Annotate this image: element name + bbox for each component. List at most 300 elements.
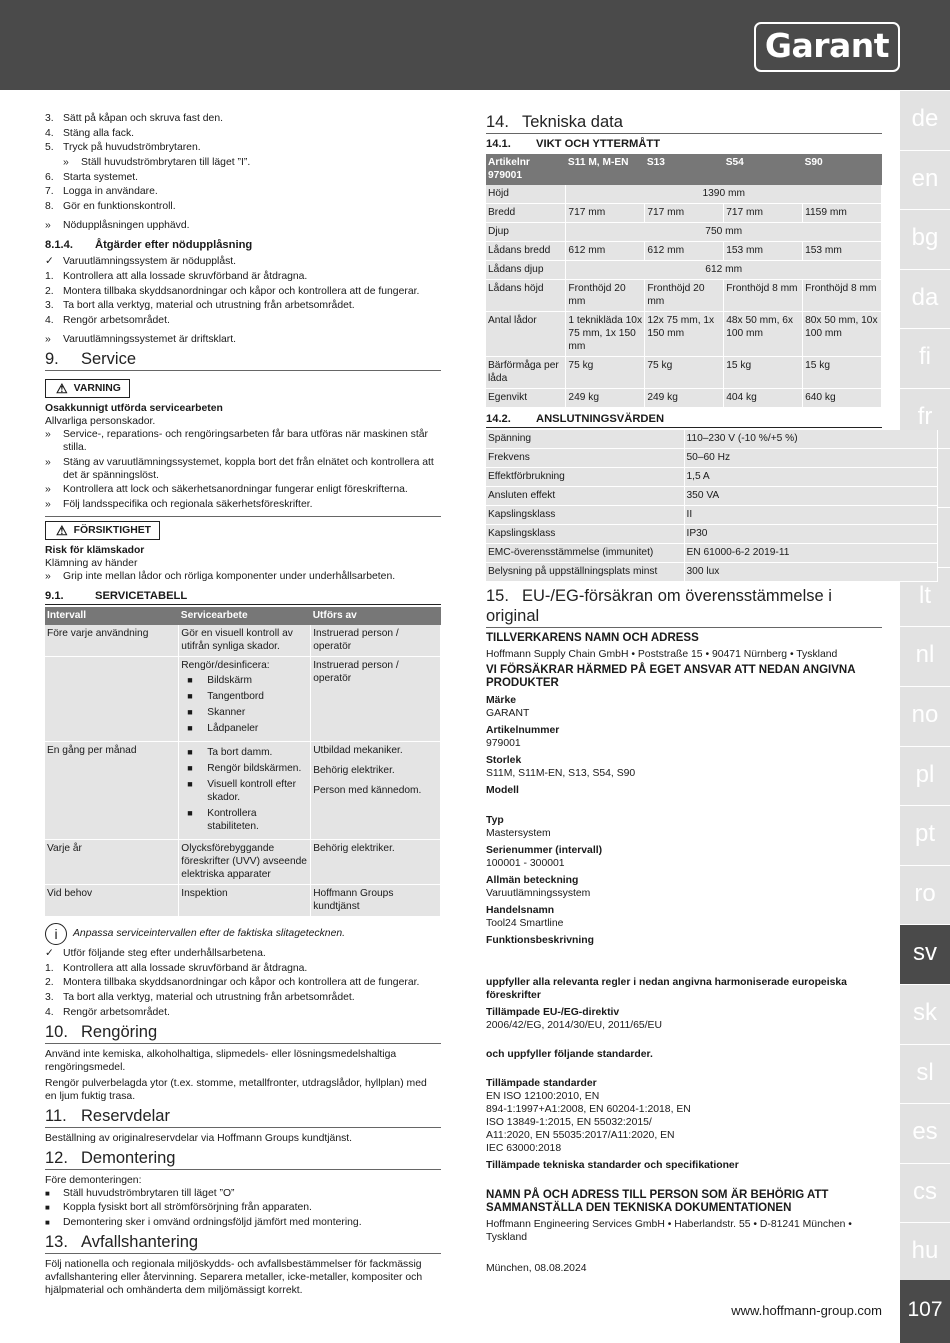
paragraph: Rengör pulverbelagda ytor (t.ex. stomme, metallfronter, utdragslådor, hyllplan) med en ljum fuktig trasa.	[45, 1077, 427, 1102]
cell-interval: Före varje användning	[45, 625, 179, 657]
table-row	[486, 242, 882, 261]
left-column	[45, 112, 441, 1297]
list-item	[45, 976, 441, 989]
detail-value: Tool24 Smartline	[486, 918, 564, 929]
list-text: Följ landsspecifika och regionala säkerhetsföreskrifter.	[63, 498, 313, 510]
heading-10: 10. Rengöring	[45, 1022, 441, 1044]
bullet-square-icon: ■	[187, 674, 193, 685]
list-marker: 3.	[45, 300, 54, 312]
row-label: EMC-överensstämmelse (immunitet)	[486, 544, 684, 563]
list-marker: 3.	[45, 113, 54, 124]
standard-line: ISO 13849-1:2015, EN 55032:2015/	[486, 1117, 652, 1128]
row-label: Egenvikt	[486, 389, 566, 408]
bullet-text: Tangentbord	[207, 690, 264, 702]
list-marker: 5.	[45, 142, 54, 154]
bullet-item	[181, 706, 308, 719]
cell-value: Fronthöjd 8 mm	[803, 280, 882, 312]
table-row	[486, 544, 938, 563]
footer-url[interactable]: www.hoffmann-group.com	[731, 1303, 882, 1318]
row-label: Frekvens	[486, 449, 684, 468]
heading-11: 11. Reservdelar	[45, 1106, 441, 1128]
task-text: Rengör/desinficera:	[181, 659, 270, 671]
tab-fi[interactable]: fi	[900, 328, 950, 388]
documentation-heading: NAMN PÅ OCH ADRESS TILL PERSON SOM ÄR BEHÖRIG ATT SAMMANSTÄLLA DEN TEKNISKA DOKUMENTATIONEN	[486, 1189, 829, 1214]
cell-value: 249 kg	[645, 389, 724, 408]
list-item	[45, 483, 441, 496]
technical-standards-label: Tillämpade tekniska standarder och specifikationer	[486, 1160, 739, 1171]
bullet-square-icon: ■	[187, 746, 193, 757]
connection-table	[486, 430, 938, 582]
performer-text: Behörig elektriker.	[313, 764, 395, 776]
caution-subtitle: Klämning av händer	[45, 557, 138, 569]
list-item	[45, 456, 441, 482]
detail-label: Typ	[486, 815, 504, 826]
cell-task	[179, 839, 311, 884]
tab-lt[interactable]: lt	[900, 567, 950, 627]
manufacturer-heading: TILLVERKARENS NAMN OCH ADRESS	[486, 632, 699, 644]
detail-label: Funktionsbeskrivning	[486, 935, 594, 946]
section-heading-8-1-4: 8.1.4. Åtgärder efter nödupplåsning	[45, 239, 253, 252]
list-text: Grip inte mellan lådor och rörliga komponenter under underhållsarbeten.	[63, 570, 396, 582]
row-label: Djup	[486, 223, 566, 242]
detail-value: S11M, S11M-EN, S13, S54, S90	[486, 768, 636, 779]
list-text: Kontrollera att alla lossade skruvförband är åtdragna.	[63, 270, 308, 282]
table-row	[486, 312, 882, 357]
row-label: Höjd	[486, 185, 566, 204]
table-header: Utförs av	[311, 607, 441, 625]
list-item	[45, 991, 441, 1004]
table-row	[486, 525, 938, 544]
conformity-text: uppfyller alla relevanta regler i nedan angivna harmoniserade europeiska föreskrifter	[486, 977, 847, 1001]
place-date: München, 08.08.2024	[486, 1263, 587, 1274]
cell-interval	[45, 656, 179, 741]
row-label: Lådans höjd	[486, 280, 566, 312]
cell-value: 612 mm	[566, 242, 645, 261]
list-marker: »	[45, 456, 51, 468]
warning-label: ⚠ VARNING	[45, 379, 130, 398]
detail-label: Artikelnummer	[486, 725, 560, 736]
list-marker: 4.	[45, 127, 54, 139]
tab-hu[interactable]: hu	[900, 1222, 950, 1282]
garant-logo: Garant	[754, 22, 900, 72]
cell-value: 1 teknikläda 10x 75 mm, 1x 150 mm	[566, 312, 645, 357]
table-row	[486, 389, 882, 408]
row-label: Bärförmåga per låda	[486, 357, 566, 389]
info-note: i Anpassa serviceintervallen efter de faktiska slitagetecknen.	[45, 923, 441, 945]
detail-value: Mastersystem	[486, 828, 551, 839]
bullet-text: Skanner	[207, 706, 246, 718]
cell-value: 1,5 A	[684, 468, 938, 487]
detail-value: 979001	[486, 738, 521, 749]
list-item	[45, 570, 441, 583]
table-header: S90	[803, 154, 882, 185]
list-text: Sätt på kåpan och skruva fast den.	[63, 113, 223, 124]
documentation-address: Hoffmann Engineering Services GmbH • Haberlandstr. 55 • D-81241 München • Tyskland	[486, 1219, 852, 1243]
list-text: Ta bort alla verktyg, material och utrustning från arbetsområdet.	[63, 992, 355, 1003]
table-row	[486, 185, 882, 204]
list-item	[45, 112, 441, 125]
list-text: Ställ huvudströmbrytaren till läget ”I”.	[81, 157, 251, 169]
heading-14: 14. Tekniska data	[486, 112, 882, 134]
standards-label: Tillämpade standarder	[486, 1078, 597, 1089]
warning-triangle-icon: ⚠	[56, 380, 68, 396]
list-text: Varuutlämningssystem är nödupplåst.	[63, 256, 237, 268]
list-text: Ställ huvudströmbrytaren till läget ”O”	[63, 1187, 235, 1199]
bullet-text: Visuell kontroll efter skador.	[207, 778, 296, 803]
tab-no[interactable]: no	[900, 686, 950, 746]
list-marker: 1.	[45, 962, 54, 974]
bullet-item	[181, 722, 308, 735]
list-marker: 2.	[45, 977, 54, 989]
list-marker: ■	[45, 1188, 50, 1198]
performer-text: Instruerad person / operatör	[313, 627, 399, 652]
list-item	[45, 962, 441, 975]
cell-task	[179, 656, 311, 741]
list-item	[45, 1006, 441, 1019]
detail-label: Modell	[486, 785, 519, 796]
row-label: Belysning på uppställningsplats minst	[486, 563, 684, 582]
tab-cs[interactable]: cs	[900, 1163, 950, 1223]
list-item	[45, 428, 441, 454]
list-item	[45, 1201, 441, 1214]
detail-value: GARANT	[486, 708, 530, 719]
bullet-square-icon: ■	[187, 762, 193, 773]
warning-subtitle: Allvarliga personskador.	[45, 415, 156, 427]
list-text: Tryck på huvudströmbrytaren.	[63, 142, 201, 154]
cell-task	[179, 884, 311, 916]
table-row	[45, 839, 441, 884]
cell-value: 717 mm	[566, 204, 645, 223]
table-row	[486, 223, 882, 242]
table-header: Servicearbete	[179, 607, 311, 625]
bullet-item	[181, 746, 308, 759]
cell-value: 612 mm	[645, 242, 724, 261]
section-heading-14-2: 14.2. ANSLUTNINGSVÄRDEN	[486, 413, 882, 428]
detail-label: Storlek	[486, 755, 522, 766]
bullet-square-icon: ■	[187, 807, 193, 818]
bullet-square-icon: ■	[187, 778, 193, 789]
cell-value: 717 mm	[724, 204, 803, 223]
task-text: Inspektion	[181, 887, 228, 899]
table-row	[486, 357, 882, 389]
detail-value	[486, 797, 882, 810]
list-text: Gör en funktionskontroll.	[63, 201, 176, 213]
paragraph: Beställning av originalreservdelar via Hoffmann Groups kundtjänst.	[45, 1132, 353, 1144]
caution-items	[45, 570, 441, 583]
cell-value: 75 kg	[566, 357, 645, 389]
cell-value: 15 kg	[724, 357, 803, 389]
list-item	[45, 141, 441, 154]
result-line: » Nödupplåsningen upphävd.	[45, 220, 190, 232]
bullet-text: Kontrollera stabiliteten.	[207, 807, 259, 832]
list-marker: ■	[45, 1203, 50, 1213]
list-marker: 3.	[45, 992, 54, 1003]
list-marker: ✓	[45, 256, 54, 268]
cell-value: 48x 50 mm, 6x 100 mm	[724, 312, 803, 357]
list-text: Stäng alla fack.	[63, 127, 135, 139]
cell-interval: Vid behov	[45, 884, 179, 916]
list-text: Kontrollera att alla lossade skruvförband är åtdragna.	[63, 962, 308, 974]
task-text: Olycksförebyggande föreskrifter (UVV) avseende elektriska apparater	[181, 842, 307, 880]
cell-value: 75 kg	[645, 357, 724, 389]
result-line: » Varuutlämningssystemet är driftsklart.	[45, 333, 237, 345]
list-text: Service-, reparations- och rengöringsarbeten får bara utföras när maskinen står stilla.	[63, 428, 429, 453]
cell-value: 750 mm	[566, 223, 882, 242]
list-item	[45, 156, 441, 169]
page-number: 107	[900, 1280, 950, 1343]
paragraph: Före demonteringen:	[45, 1174, 142, 1186]
detail-label: Serienummer (intervall)	[486, 845, 603, 856]
cell-value: 640 kg	[803, 389, 882, 408]
tab-fr[interactable]: fr	[900, 388, 950, 448]
bullet-square-icon: ■	[187, 722, 193, 733]
list-item	[45, 314, 441, 327]
list-text: Demontering sker i omvänd ordningsföljd jämfört med montering.	[63, 1217, 362, 1229]
row-label: Lådans bredd	[486, 242, 566, 261]
product-details	[486, 694, 882, 960]
cell-value: 717 mm	[645, 204, 724, 223]
cell-value: 50–60 Hz	[684, 449, 938, 468]
detail-label: Handelsnamn	[486, 905, 555, 916]
standard-line: EN ISO 12100:2010, EN	[486, 1091, 600, 1102]
warning-triangle-icon: ⚠	[56, 522, 68, 538]
service-table	[45, 607, 441, 917]
row-label: Antal lådor	[486, 312, 566, 357]
list-item	[45, 947, 441, 960]
table-row	[45, 884, 441, 916]
cell-performer	[311, 741, 441, 839]
bullet-square-icon: ■	[187, 706, 193, 717]
list-text: Montera tillbaka skyddsanordningar och kåpor och kontrollera att de fungerar.	[63, 977, 420, 989]
detail-value: Varuutlämningssystem	[486, 888, 591, 899]
heading-12: 12. Demontering	[45, 1148, 441, 1170]
tab-de[interactable]: de	[900, 90, 950, 150]
list-item	[45, 299, 441, 312]
bullet-text: Ta bort damm.	[207, 746, 273, 758]
performer-text: Person med kännedom.	[313, 784, 422, 796]
cell-value: 612 mm	[566, 261, 882, 280]
row-label: Lådans djup	[486, 261, 566, 280]
cell-interval: Varje år	[45, 839, 179, 884]
cell-interval: En gång per månad	[45, 741, 179, 839]
list-text: Ta bort alla verktyg, material och utrustning från arbetsområdet.	[63, 300, 355, 312]
list-item	[45, 185, 441, 198]
detail-label: Märke	[486, 695, 517, 706]
cell-value: 1390 mm	[566, 185, 882, 204]
standards-list	[486, 1090, 882, 1155]
list-marker: »	[63, 157, 69, 169]
bullet-item	[181, 762, 308, 775]
right-column	[486, 112, 882, 1275]
list-text: Rengör arbetsområdet.	[63, 1006, 170, 1018]
list-marker: »	[45, 484, 51, 496]
detail-label: Allmän beteckning	[486, 875, 579, 886]
steps-list	[45, 947, 441, 1019]
list-item	[45, 1187, 441, 1200]
list-item	[45, 498, 441, 511]
list-item	[45, 1216, 441, 1229]
cell-performer	[311, 884, 441, 916]
cell-task	[179, 741, 311, 839]
cell-value: 153 mm	[803, 242, 882, 261]
list-item	[45, 200, 441, 213]
cell-value: EN 61000-6-2 2019-11	[684, 544, 938, 563]
list-marker: »	[45, 498, 51, 510]
list-text: Starta systemet.	[63, 171, 139, 183]
paragraph: Följ nationella och regionala miljöskydds- och avfallsbestämmelser för fackmässig avfallshantering eller återvinning. Separera metaller, icke-metaller, kompositer och hjälpmaterial och omhänderta dem miljömässigt korrekt.	[45, 1259, 423, 1297]
row-label: Spänning	[486, 430, 684, 449]
cell-value: 110–230 V (-10 %/+5 %)	[684, 430, 938, 449]
performer-text: Hoffmann Groups kundtjänst	[313, 887, 394, 912]
tab-ro[interactable]: ro	[900, 865, 950, 925]
table-header: S54	[724, 154, 803, 185]
list-text: Kontrollera att lock och säkerhetsanordningar fungerar enligt föreskrifterna.	[63, 484, 408, 496]
table-header: Artikelnr 979001	[486, 154, 566, 185]
tab-bg[interactable]: bg	[900, 209, 950, 269]
tab-sv[interactable]: sv	[900, 924, 950, 984]
bullet-text: Bildskärm	[207, 674, 253, 686]
table-row	[486, 487, 938, 506]
heading-15: 15. EU-/EG-försäkran om överensstämmelse i original	[486, 586, 882, 628]
cell-value: IP30	[684, 525, 938, 544]
row-label: Bredd	[486, 204, 566, 223]
list-marker: »	[45, 570, 51, 582]
bullet-item	[181, 778, 308, 804]
tab-sk[interactable]: sk	[900, 984, 950, 1044]
list-marker: ✓	[45, 947, 54, 959]
tab-pt[interactable]: pt	[900, 805, 950, 865]
section-heading-14-1: 14.1. VIKT OCH YTTERMÅTT	[486, 138, 661, 150]
table-row	[486, 280, 882, 312]
tab-sl[interactable]: sl	[900, 1044, 950, 1104]
directives-value: 2006/42/EG, 2014/30/EU, 2011/65/EU	[486, 1020, 662, 1031]
table-row	[486, 204, 882, 223]
tab-pl[interactable]: pl	[900, 746, 950, 806]
standard-line: A11:2020, EN 55035:2017/A11:2020, EN	[486, 1130, 675, 1141]
list-marker: 4.	[45, 1006, 54, 1018]
caution-label: ⚠ FÖRSIKTIGHET	[45, 521, 160, 540]
declaration-heading: VI FÖRSÄKRAR HÄRMED PÅ EGET ANSVAR ATT NEDAN ANGIVNA PRODUKTER	[486, 664, 856, 689]
row-label: Kapslingsklass	[486, 525, 684, 544]
list-text: Rengör arbetsområdet.	[63, 314, 170, 326]
list-item	[45, 270, 441, 283]
list-marker: »	[45, 428, 51, 440]
cell-value: Fronthöjd 8 mm	[724, 280, 803, 312]
cell-value: 404 kg	[724, 389, 803, 408]
list-marker: 8.	[45, 201, 54, 213]
list-text: Utför följande steg efter underhållsarbetena.	[63, 947, 266, 959]
section-heading-9-1: 9.1. SERVICETABELL	[45, 590, 441, 605]
language-tabs	[900, 90, 950, 1282]
list-item	[45, 255, 441, 268]
list-marker: ■	[45, 1218, 50, 1228]
cell-value: 15 kg	[803, 357, 882, 389]
performer-text: Utbildad mekaniker.	[313, 744, 403, 756]
bullet-square-icon: ■	[187, 690, 193, 701]
list-marker: 6.	[45, 171, 54, 183]
warning-items	[45, 428, 441, 511]
list-marker: 2.	[45, 285, 54, 297]
tab-en[interactable]: en	[900, 150, 950, 210]
bullet-text: Rengör bildskärmen.	[207, 762, 302, 774]
directives-label: Tillämpade EU-/EG-direktiv	[486, 1007, 620, 1018]
cell-performer	[311, 839, 441, 884]
steps-list	[45, 255, 441, 327]
table-row	[486, 563, 938, 582]
detail-value: 100001 - 300001	[486, 858, 565, 869]
caution-title: Risk för klämskador	[45, 544, 145, 556]
performer-text: Behörig elektriker.	[313, 842, 395, 854]
table-row	[45, 741, 441, 839]
table-row	[45, 656, 441, 741]
list-text: Koppla fysiskt bort all strömförsörjning från apparaten.	[63, 1202, 312, 1214]
cell-value: 80x 50 mm, 10x 100 mm	[803, 312, 882, 357]
standard-line: 894-1:1997+A1:2008, EN 60204-1:2018, EN	[486, 1104, 691, 1115]
table-row	[486, 430, 938, 449]
cell-value: 153 mm	[724, 242, 803, 261]
row-label: Effektförbrukning	[486, 468, 684, 487]
bullet-item	[181, 807, 308, 833]
list-text: Logga in användare.	[63, 186, 158, 198]
bullet-list	[45, 1187, 441, 1229]
list-marker: 1.	[45, 270, 54, 282]
list-item	[45, 285, 441, 298]
heading-13: 13. Avfallshantering	[45, 1232, 441, 1254]
cell-value: II	[684, 506, 938, 525]
list-marker: 4.	[45, 314, 54, 326]
table-header: S13	[645, 154, 724, 185]
table-row	[486, 506, 938, 525]
dimensions-table	[486, 154, 882, 408]
detail-value	[486, 947, 882, 960]
list-item	[45, 127, 441, 140]
cell-performer	[311, 656, 441, 741]
cell-value: Fronthöjd 20 mm	[645, 280, 724, 312]
bullet-text: Lådpaneler	[207, 722, 259, 734]
cell-value: 350 VA	[684, 487, 938, 506]
cell-performer	[311, 625, 441, 657]
cell-value: Fronthöjd 20 mm	[566, 280, 645, 312]
tab-da[interactable]: da	[900, 269, 950, 329]
table-header: Intervall	[45, 607, 179, 625]
page-header	[0, 0, 950, 90]
paragraph: Använd inte kemiska, alkoholhaltiga, slipmedels- eller lösningsmedelshaltiga rengöringsmedel.	[45, 1048, 397, 1073]
tab-es[interactable]: es	[900, 1103, 950, 1163]
list-text: Stäng av varuutlämningssystemet, koppla bort det från elnätet och kontrollera att det är spänningslöst.	[63, 456, 434, 481]
row-label: Ansluten effekt	[486, 487, 684, 506]
cell-value: 249 kg	[566, 389, 645, 408]
table-row	[486, 261, 882, 280]
standards-intro: och uppfyller följande standarder.	[486, 1049, 653, 1060]
warning-title: Osakkunnigt utförda servicearbeten	[45, 402, 223, 414]
performer-text: Instruerad person / operatör	[313, 659, 399, 684]
list-text: Montera tillbaka skyddsanordningar och kåpor och kontrollera att de fungerar.	[63, 285, 420, 297]
cell-task	[179, 625, 311, 657]
manufacturer-address: Hoffmann Supply Chain GmbH • Poststraße 15 • 90471 Nürnberg • Tyskland	[486, 649, 838, 660]
table-row	[486, 449, 938, 468]
table-row	[486, 468, 938, 487]
cell-value: 12x 75 mm, 1x 150 mm	[645, 312, 724, 357]
table-row	[45, 625, 441, 657]
tab-nl[interactable]: nl	[900, 626, 950, 686]
cell-value: 1159 mm	[803, 204, 882, 223]
heading-9: 9. Service	[45, 349, 441, 371]
bullet-item	[181, 690, 308, 703]
list-item	[45, 171, 441, 184]
cell-value: 300 lux	[684, 563, 938, 582]
steps-list	[45, 112, 441, 213]
task-text: Gör en visuell kontroll av utifrån synliga skador.	[181, 627, 293, 652]
